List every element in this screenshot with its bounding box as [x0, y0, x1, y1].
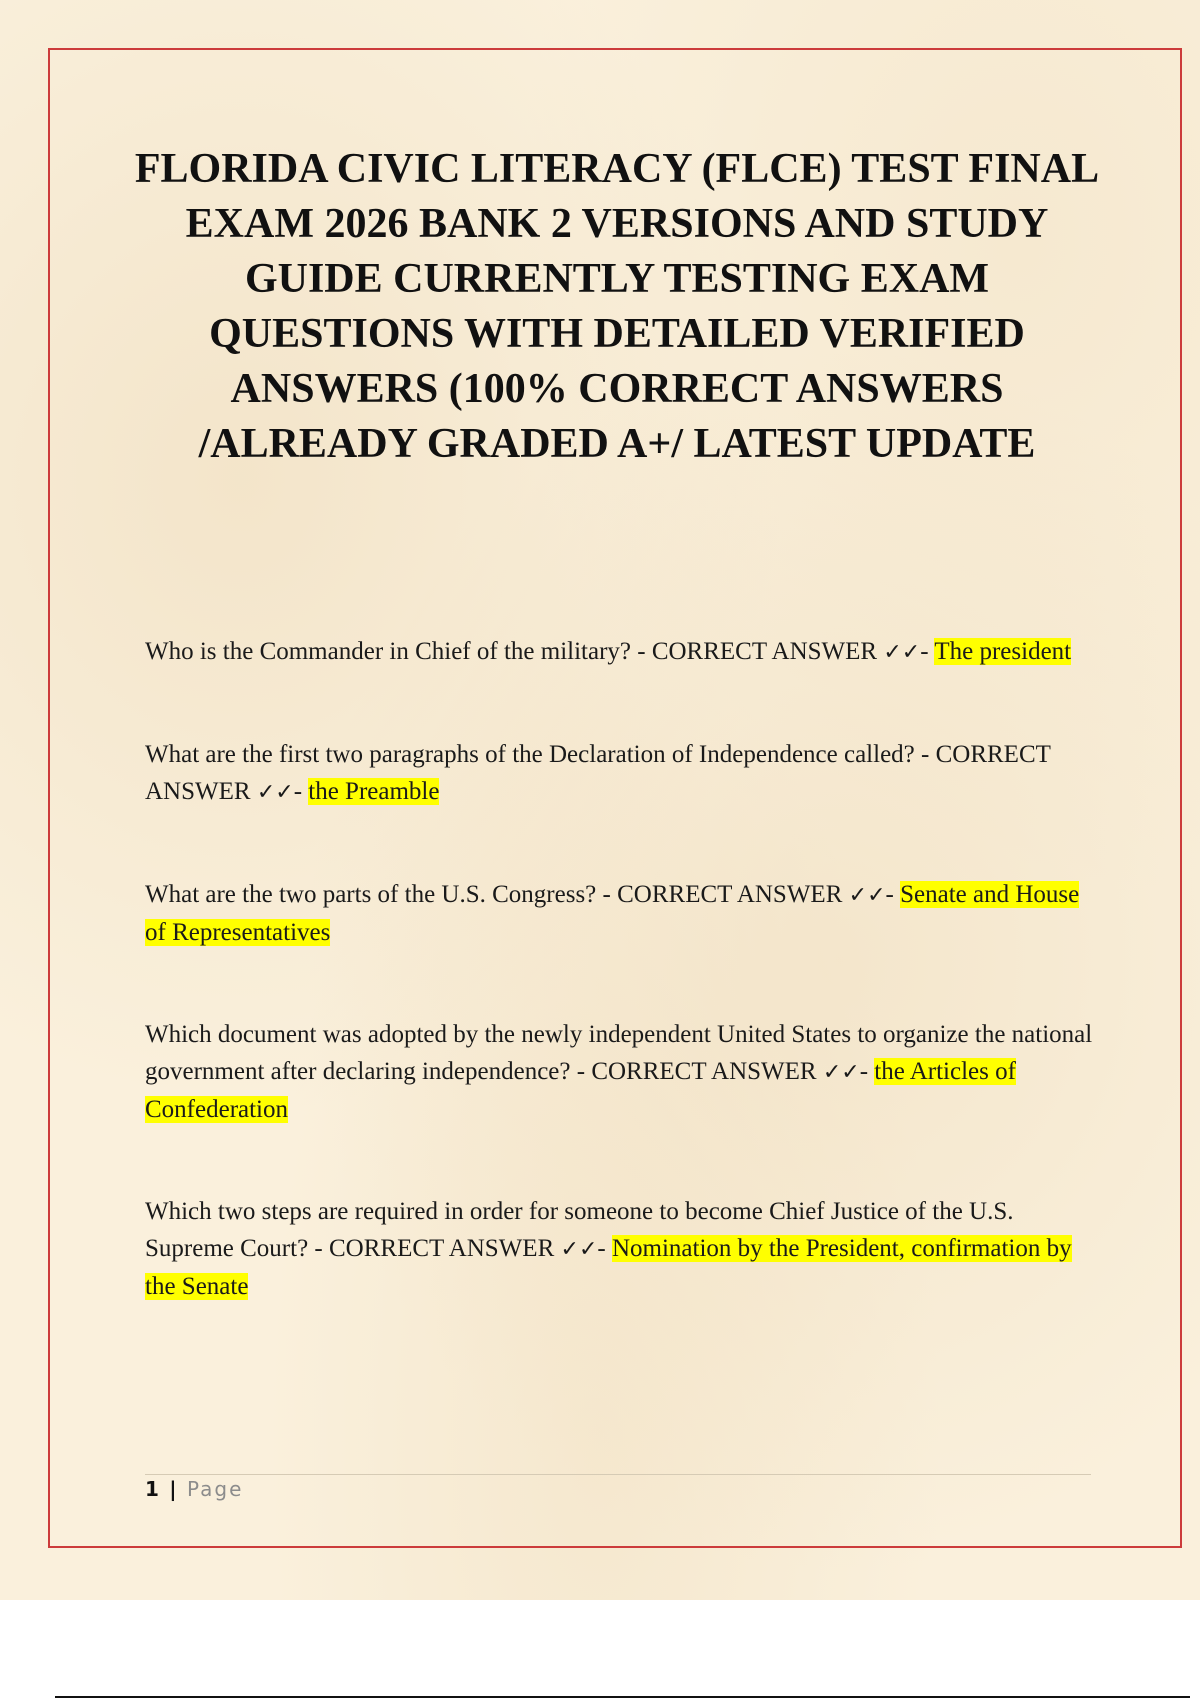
question-text: Who is the Commander in Chief of the military? -: [145, 638, 646, 665]
answer-marker: CORRECT ANSWER: [328, 1235, 555, 1262]
double-check-icon: ✓✓: [256, 780, 294, 805]
answer-highlight: The president: [934, 638, 1072, 665]
answer-highlight: the Articles of Confederation: [145, 1058, 1016, 1123]
qa-item: What are the two parts of the U.S. Congress? - CORRECT ANSWER ✓✓- Senate and House of Representatives: [145, 881, 1080, 946]
bottom-divider: [55, 1696, 1190, 1698]
question-text: What are the two parts of the U.S. Congress? -: [145, 881, 611, 908]
double-check-icon: ✓✓: [560, 1237, 598, 1262]
question-text: Which document was adopted by the newly independent United States to organize the national government after declaring independence? -: [145, 1021, 1093, 1085]
qa-item: Who is the Commander in Chief of the military? - CORRECT ANSWER ✓✓- The president: [145, 638, 1072, 665]
qa-list: [145, 633, 1095, 1305]
question-text: Which two steps are required in order for someone to become Chief Justice of the U.S. Supreme Court? -: [145, 1198, 1014, 1262]
answer-marker: CORRECT ANSWER: [145, 741, 1051, 805]
page-number: 1: [145, 1477, 161, 1501]
page-footer: [145, 1474, 243, 1504]
double-check-icon: ✓✓: [822, 1060, 860, 1085]
qa-item: Which document was adopted by the newly independent United States to organize the national government after declaring independence? - CORRECT ANSWER ✓✓- the Articles of Confederation: [145, 1021, 1093, 1123]
qa-item: Which two steps are required in order for someone to become Chief Justice of the U.S. Supreme Court? - CORRECT ANSWER ✓✓- Nomination by the President, confirmation by the Senate: [145, 1198, 1072, 1300]
answer-highlight: Senate and House of Representatives: [145, 881, 1080, 946]
footer-divider: [145, 1474, 1091, 1475]
answer-marker: CORRECT ANSWER: [591, 1058, 817, 1085]
page-label: Page: [186, 1477, 244, 1501]
question-text: What are the first two paragraphs of the Declaration of Independence called? -: [145, 741, 930, 768]
page-separator: |: [169, 1477, 179, 1501]
answer-marker: CORRECT ANSWER: [617, 881, 843, 908]
qa-item: What are the first two paragraphs of the Declaration of Independence called? - CORRECT ANSWER ✓✓- the Preamble: [145, 741, 1051, 805]
double-check-icon: ✓✓: [848, 883, 886, 908]
document-title: FLORIDA CIVIC LITERACY (FLCE) TEST FINAL EXAM 2026 BANK 2 VERSIONS AND STUDY GUIDE CURRENTLY TESTING EXAM QUESTIONS WITH DETAILED VERIFIED ANSWERS (100% CORRECT ANSWERS /ALREADY GRADED A+/ LATEST UPDATE: [134, 146, 1100, 467]
double-check-icon: ✓✓: [883, 640, 921, 665]
answer-highlight: Nomination by the President, confirmation by the Senate: [145, 1235, 1072, 1300]
answer-marker: CORRECT ANSWER: [651, 638, 878, 665]
answer-highlight: the Preamble: [308, 778, 440, 805]
